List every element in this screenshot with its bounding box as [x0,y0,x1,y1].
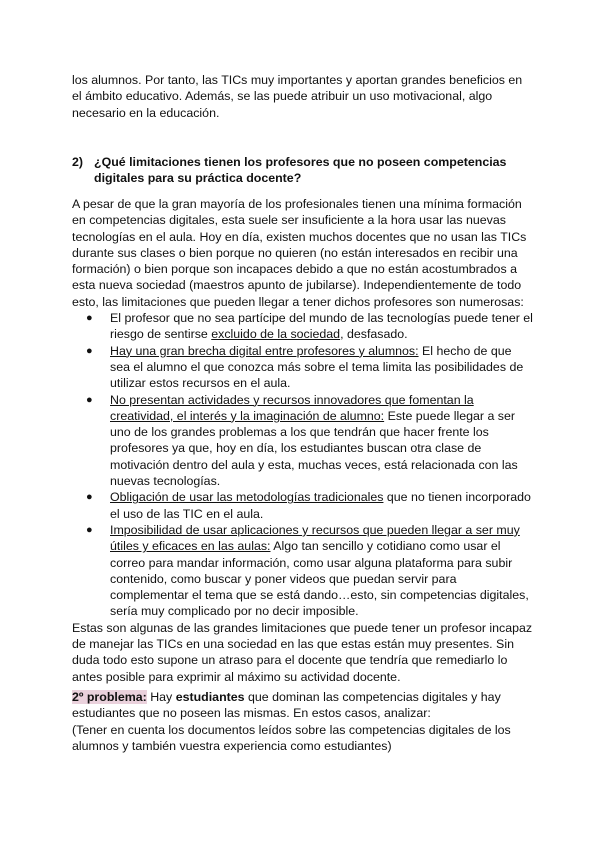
question-2-heading [72,154,534,187]
answer-intro-paragraph: A pesar de que la gran mayoría de los profesionales tienen una mínima formación en competencias digitales, esta suele ser insuficiente a la hora usar las nuevas tecnologías en el aula. Hoy en día, existen muchos docentes que no usan las TICs durante sus clases o bien porque no quieren (no están interesados en recibir una formación) o bien porque son incapaces debido a que no están acostumbrados a esta nueva sociedad (maestros apunto de jubilarse). Independientemente de todo esto, las limitaciones que pueden llegar a tener dichos profesores son numerosas: [72,197,527,309]
bullet-icon: ● [86,523,93,536]
underlined-phrase: Hay una gran brecha digital entre profesores y alumnos: [110,343,419,358]
limitations-list [72,310,534,620]
list-item: ● El profesor que no sea partícipe del mundo de las tecnologías puede tener el riesgo de sentirse excluido de la sociedad, desfasado. [86,311,533,342]
bullet-icon: ● [86,344,93,357]
problem-2-label: 2º problema: [72,690,147,704]
underlined-phrase: Obligación de usar las metodologías tradicionales [110,490,384,505]
list-item: ● No presentan actividades y recursos innovadores que fomentan la creatividad, el interés y la imaginación de alumno: Este puede llegar a ser uno de los grandes problemas a los que tendrán que hacer frente los profesores ya que, hoy en día, los estudiantes buscan otra clase de motivación dentro del aula y esta, muchas veces, está relacionada con las nuevas tecnologías. [86,392,518,489]
bullet-icon: ● [86,491,93,504]
underlined-phrase: Imposibilidad de usar aplicaciones y recursos que pueden llegar a ser muy útiles y eficaces en las aulas: [110,522,520,554]
list-item: ● Hay una gran brecha digital entre profesores y alumnos: El hecho de que sea el alumno el que conozca más sobre el tema limita las posibilidades de utilizar estos recursos en el aula. [86,343,524,391]
problem-2-note: (Tener en cuenta los documentos leídos sobre las competencias digitales de los alumnos y también vuestra experiencia como estudiantes) [72,722,511,753]
answer-section [72,196,534,685]
list-item: ● Imposibilidad de usar aplicaciones y recursos que pueden llegar a ser muy útiles y eficaces en las aulas: Algo tan sencillo y cotidiano como usar el correo para mandar información, como usar alguna plataforma para subir contenido, como buscar y poner videos que puedan servir para complementar el tema que se está dando…esto, sin competencias digitales, sería muy complicado por no decir imposible. [86,522,529,619]
emphasized-word: estudiantes [175,690,245,704]
question-line-1: ¿Qué limitaciones tienen los profesores que no poseen competencias [94,155,507,169]
question-line-2: digitales para su práctica docente? [94,171,302,186]
conclusion-paragraph: Estas son algunas de las grandes limitaciones que puede tener un profesor incapaz de manejar las TICs en una sociedad en las que estas están muy presentes. Sin duda todo esto supone un atraso para el docente que tendría que remediarlo lo antes posible para exprimir al máximo su actividad docente. [72,620,533,684]
bullet-icon: ● [86,312,93,325]
intro-paragraph: los alumnos. Por tanto, las TICs muy importantes y aportan grandes beneficios en el ámbito educativo. Además, se las puede atribuir un uso motivacional, algo necesario en la educación. [72,73,523,120]
list-item: ● Obligación de usar las metodologías tradicionales que no tienen incorporado el uso de las TIC en el aula. [86,490,531,521]
bullet-icon: ● [86,393,93,406]
underlined-phrase: excluido de la sociedad [211,327,341,342]
problem-2-section [72,689,534,754]
problem-2-statement: 2º problema: Hay estudiantes que dominan las competencias digitales y hay estudiantes que no poseen las mismas. En estos casos, analizar: [72,690,501,721]
question-number: 2) [72,155,84,169]
underlined-phrase: No presentan actividades y recursos innovadores que fomentan la creatividad, el interés y la imaginación de alumno: [110,392,474,423]
